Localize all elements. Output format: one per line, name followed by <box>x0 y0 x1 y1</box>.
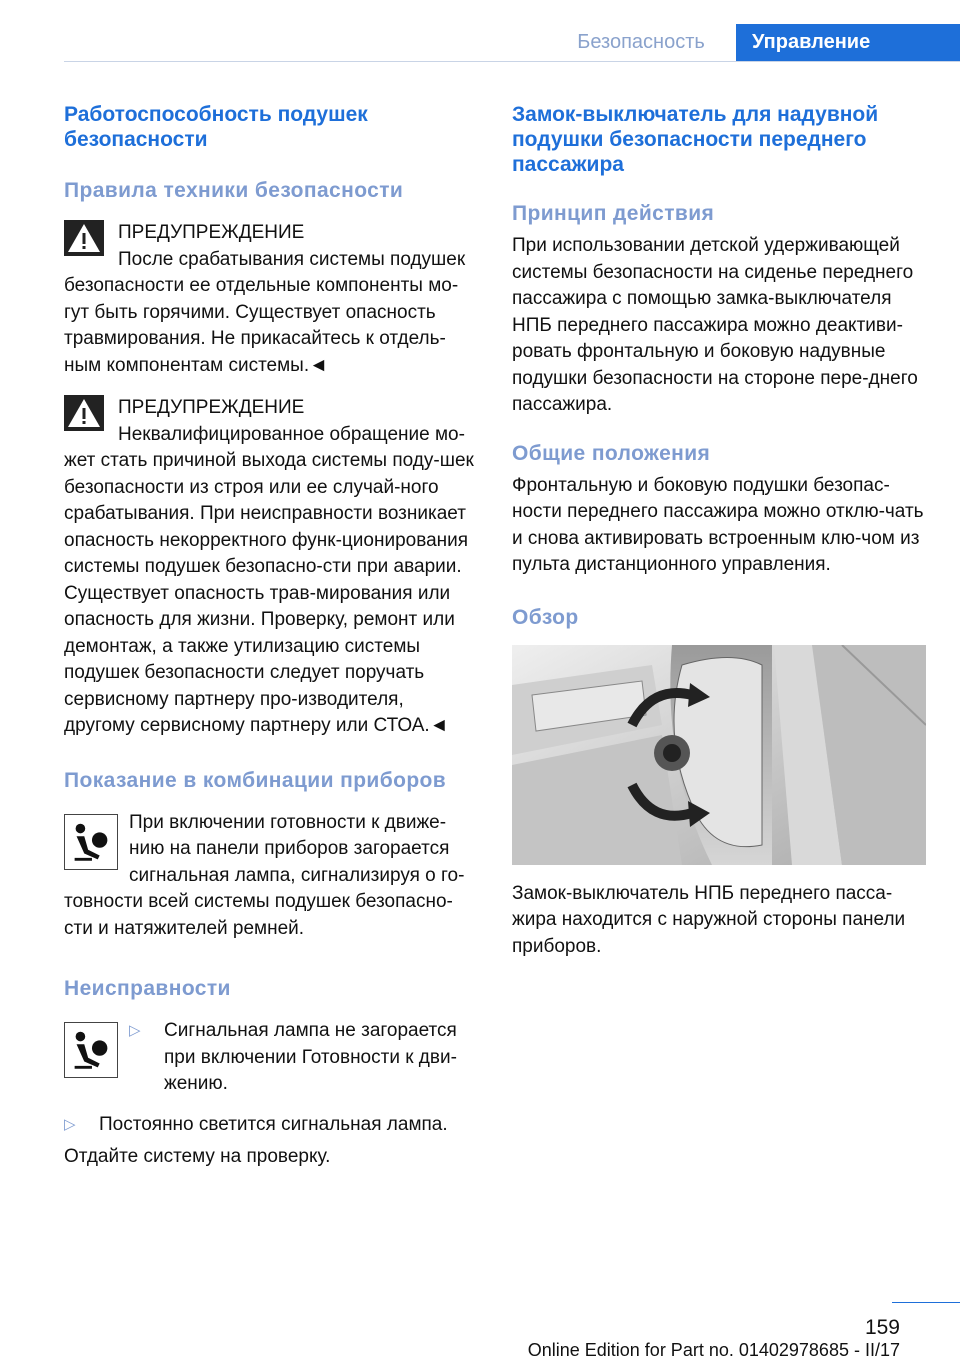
warning-text <box>64 247 478 380</box>
list-item <box>129 1018 478 1098</box>
subheading-malfunctions: Неисправности <box>64 977 231 1000</box>
principle-text: При использовании детской удерживающей системы безопасности на сиденье переднего пассажира с помощью замка-выключателя НПБ переднего пассажира можно деактиви-ровать фронтальную и боковую надувные подушки безопасности на стороне пере-днего пассажира. <box>512 235 918 415</box>
bullet-text: Постоянно светится сигнальная лампа. <box>99 1113 448 1135</box>
left-column <box>64 102 478 1171</box>
triangle-bullet-icon: ▷ <box>64 1115 76 1133</box>
list-item <box>64 1112 478 1139</box>
warning-triangle-icon <box>64 220 104 256</box>
triangle-bullet-icon: ▷ <box>129 1022 141 1039</box>
header-divider <box>64 61 960 62</box>
indicator-block <box>64 810 478 943</box>
warning-triangle-icon <box>64 395 104 431</box>
warning-title: ПРЕДУПРЕЖДЕНИЕ <box>118 222 305 243</box>
warning-body: Неквалифицированное обращение мо-жет стать причиной выхода системы поду-шек безопасности из строя или ее случай-ного срабатывания. При неисправности возникает опасность некорректного функ-ционирования системы подушек безопасно-сти при аварии. Существует опасность трав-мирования или опасность для жизни. Проверку, ремонт или демонтаж, а также утилизацию системы подушек безопасности следует поручать сервисному партнеру про-изводителя, другому сервисному партнеру или СТОА.◄ <box>64 423 474 736</box>
footer-rule <box>892 1302 960 1303</box>
indicator-text: При включении готовности к движе-нию на панели приборов загорается сигнальная лампа, сигнализируя о го-товности всей системы подушек безопасно-сти и натяжителей ремней. <box>64 811 465 939</box>
section-title-passenger-airbag-switch: Замок-выключатель для надувной подушки безопасности переднего пассажира <box>512 103 879 176</box>
figure-caption: Замок-выключатель НПБ переднего пасса-жира находится с наружной стороны панели приборов. <box>512 882 906 957</box>
subheading-general: Общие положения <box>512 441 711 465</box>
warning-block-1 <box>64 220 478 379</box>
header-tab-safety[interactable]: Безопасность <box>577 31 705 53</box>
section-title-airbag-function: Работоспособность подушек безопасности <box>64 103 368 151</box>
dashboard-illustration <box>512 645 926 865</box>
general-text: Фронтальную и боковую подушки безопас-ности переднего пассажира можно отклю-чать и снова активировать встроенным клю-чом из пульта дистанционного управления. <box>512 474 924 575</box>
airbag-indicator-icon <box>64 814 118 870</box>
warning-title: ПРЕДУПРЕЖДЕНИЕ <box>118 397 305 418</box>
subheading-cluster-indicator: Показание в комбинации приборов <box>64 768 447 792</box>
subheading-safety-rules: Правила техники безопасности <box>64 179 404 202</box>
header-tab-controls[interactable]: Управление <box>736 24 960 61</box>
airbag-switch-image <box>512 645 926 865</box>
subheading-principle: Принцип действия <box>512 202 715 225</box>
edition-line: Online Edition for Part no. 01402978685 - II/17 <box>527 1340 900 1360</box>
closing-text: Отдайте систему на проверку. <box>64 1146 331 1167</box>
subheading-overview: Обзор <box>512 605 579 629</box>
warning-block-2 <box>64 395 478 740</box>
warning-text <box>64 422 478 740</box>
bullet-text: Сигнальная лампа не загорается при включении Готовности к дви-жению. <box>164 1020 457 1094</box>
page-number: 159 <box>864 1316 900 1339</box>
malfunction-block <box>64 1018 478 1098</box>
right-column <box>512 102 926 960</box>
airbag-indicator-icon <box>64 1022 118 1078</box>
warning-body: После срабатывания системы подушек безопасности ее отдельные компоненты мо-гут быть горячими. Существует опасность травмирования. Не прикасайтесь к отдель-ным компонентам системы.◄ <box>64 248 466 376</box>
